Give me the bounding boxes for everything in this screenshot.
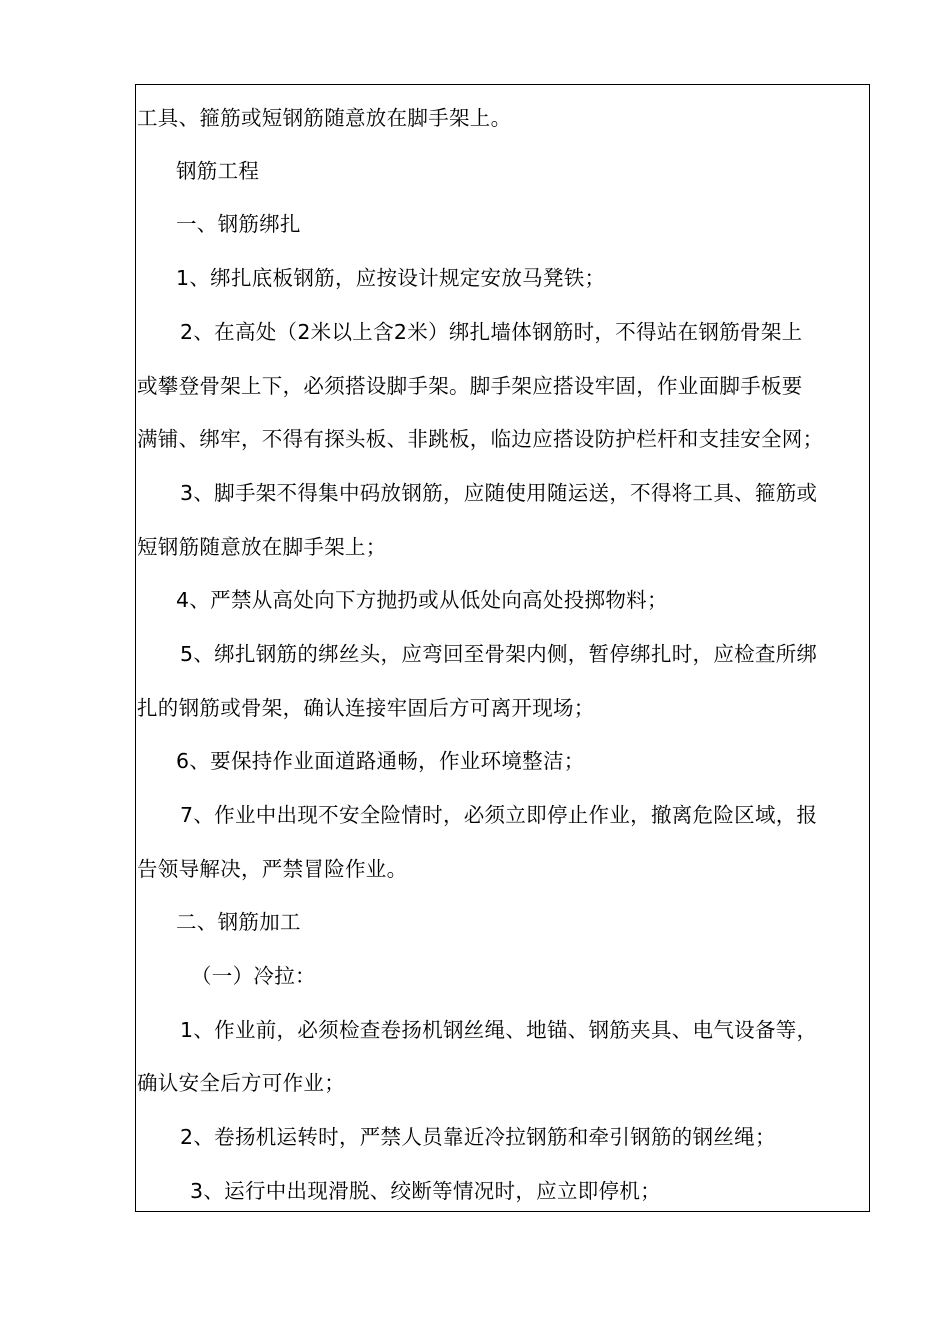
subsubsection-heading-cold-drawing: （一）冷拉： — [191, 964, 316, 988]
cold-drawing-item-1-line-2: 确认安全后方可作业； — [137, 1071, 345, 1095]
section-heading-rebar-engineering: 钢筋工程 — [176, 159, 260, 183]
list-item-3-line-1: 3、脚手架不得集中码放钢筋，应随使用随运送，不得将工具、箍筋或 — [180, 481, 818, 505]
text-line-1: 工具、箍筋或短钢筋随意放在脚手架上。 — [137, 106, 512, 130]
list-item-1: 1、绑扎底板钢筋，应按设计规定安放马凳铁； — [176, 266, 606, 290]
list-item-7-line-2: 告领导解决，严禁冒险作业。 — [137, 857, 408, 881]
list-item-7-line-1: 7、作业中出现不安全险情时，必须立即停止作业，撤离危险区域，报 — [180, 803, 818, 827]
list-item-4: 4、严禁从高处向下方抛扔或从低处向高处投掷物料； — [176, 588, 668, 612]
cold-drawing-item-3: 3、运行中出现滑脱、绞断等情况时，应立即停机； — [190, 1179, 661, 1203]
subsection-heading-rebar-processing: 二、钢筋加工 — [176, 910, 301, 934]
list-item-3-line-2: 短钢筋随意放在脚手架上； — [137, 535, 387, 559]
list-item-5-line-1: 5、绑扎钢筋的绑丝头，应弯回至骨架内侧，暂停绑扎时，应检查所绑 — [180, 642, 818, 666]
subsection-heading-rebar-binding: 一、钢筋绑扎 — [176, 212, 301, 236]
list-item-2-line-2: 或攀登骨架上下，必须搭设脚手架。脚手架应搭设牢固，作业面脚手板要 — [137, 374, 803, 398]
list-item-2-line-3: 满铺、绑牢，不得有探头板、非跳板，临边应搭设防护栏杆和支挂安全网； — [137, 427, 824, 451]
list-item-2-line-1: 2、在高处（2米以上含2米）绑扎墙体钢筋时，不得站在钢筋骨架上 — [180, 320, 803, 344]
list-item-6: 6、要保持作业面道路通畅，作业环境整洁； — [176, 749, 585, 773]
list-item-5-line-2: 扎的钢筋或骨架，确认连接牢固后方可离开现场； — [137, 696, 595, 720]
cold-drawing-item-2: 2、卷扬机运转时，严禁人员靠近冷拉钢筋和牵引钢筋的钢丝绳； — [180, 1125, 776, 1149]
cold-drawing-item-1-line-1: 1、作业前，必须检查卷扬机钢丝绳、地锚、钢筋夹具、电气设备等， — [180, 1018, 818, 1042]
